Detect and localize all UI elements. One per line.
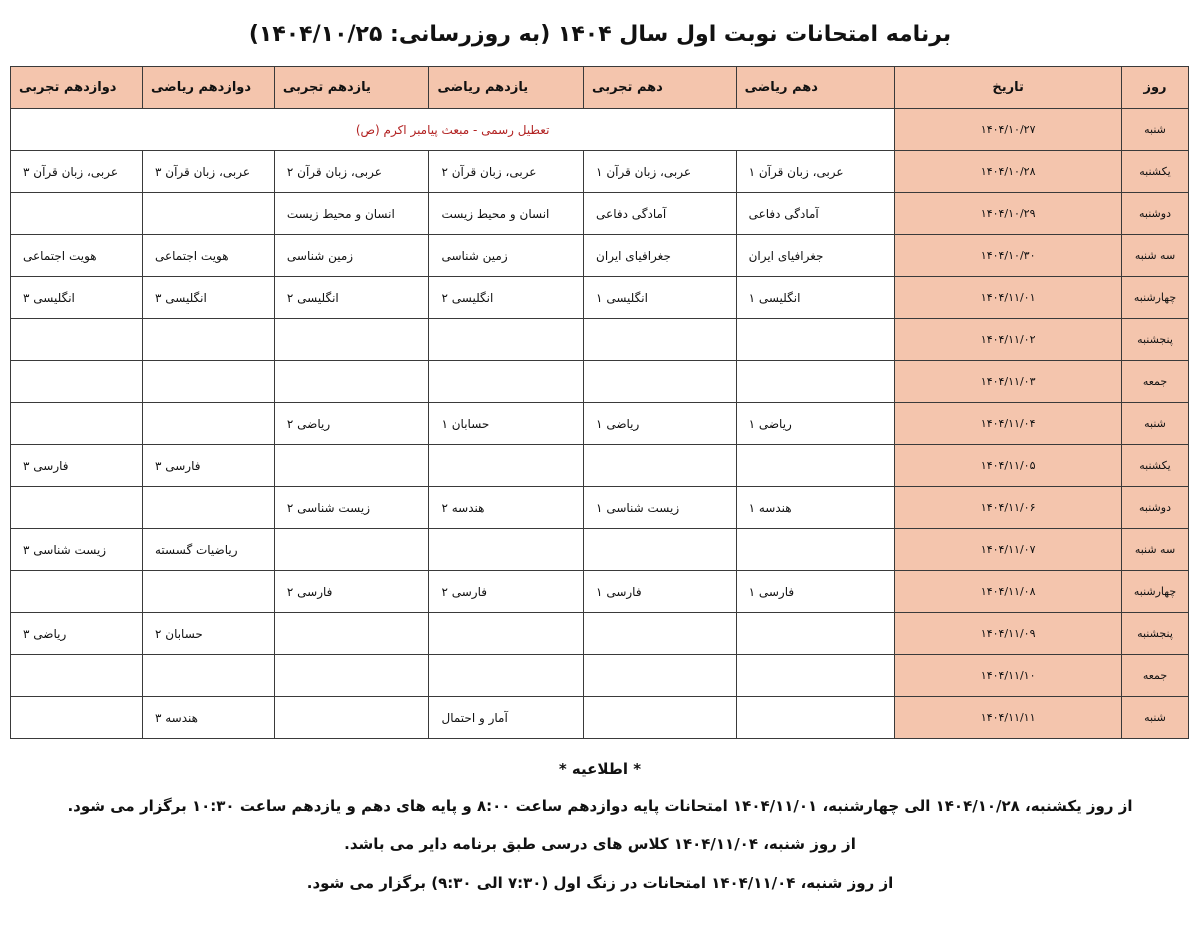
table-row [11,109,1189,151]
table-body [11,109,1189,739]
subject-cell [736,361,895,403]
date-cell: ۱۴۰۴/۱۰/۲۹ [895,193,1122,235]
notice-line-2: از روز شنبه، ۱۴۰۴/۱۱/۰۴ کلاس های درسی طبق برنامه دایر می باشد. [344,835,856,853]
subject-cell: زیست شناسی ۲ [274,487,429,529]
subject-cell [11,655,143,697]
subject-cell: عربی، زبان قرآن ۲ [274,151,429,193]
subject-cell [11,403,143,445]
subject-cell [142,655,274,697]
day-cell: یکشنبه [1122,151,1189,193]
day-cell: سه شنبه [1122,529,1189,571]
subject-cell: انسان و محیط زیست [429,193,584,235]
subject-cell [584,697,737,739]
subject-cell [429,655,584,697]
header-12-science: دوازدهم تجربی [11,67,143,109]
subject-cell [736,445,895,487]
table-row [11,655,1189,697]
page-title: برنامه امتحانات نوبت اول سال ۱۴۰۴ (به روزرسانی: ۱۴۰۴/۱۰/۲۵) [248,22,952,47]
header-11-math: یازدهم ریاضی [429,67,584,109]
table-row [11,697,1189,739]
notice-line-3: از روز شنبه، ۱۴۰۴/۱۱/۰۴ امتحانات در زنگ اول (۷:۳۰ الی ۹:۳۰) برگزار می شود. [306,874,894,892]
table-row [11,319,1189,361]
header-day: روز [1122,67,1189,109]
day-cell: شنبه [1122,403,1189,445]
subject-cell [142,487,274,529]
subject-cell: حسابان ۲ [142,613,274,655]
subject-cell: ریاضیات گسسته [142,529,274,571]
table-row [11,403,1189,445]
subject-cell [11,193,143,235]
day-cell: شنبه [1122,109,1189,151]
subject-cell: جغرافیای ایران [736,235,895,277]
notice-heading: * اطلاعیه * [558,760,642,778]
table-row [11,277,1189,319]
subject-cell [584,445,737,487]
subject-cell: عربی، زبان قرآن ۱ [736,151,895,193]
table-row [11,361,1189,403]
subject-cell: ریاضی ۱ [584,403,737,445]
subject-cell [584,529,737,571]
subject-cell [11,319,143,361]
table-row [11,487,1189,529]
subject-cell [274,697,429,739]
subject-cell [142,571,274,613]
subject-cell: انگلیسی ۳ [11,277,143,319]
subject-cell [584,655,737,697]
subject-cell: فارسی ۱ [736,571,895,613]
subject-cell [429,613,584,655]
subject-cell [11,697,143,739]
subject-cell: هندسه ۱ [736,487,895,529]
subject-cell [142,193,274,235]
subject-cell: هندسه ۲ [429,487,584,529]
subject-cell [736,697,895,739]
subject-cell: آمادگی دفاعی [584,193,737,235]
subject-cell [736,655,895,697]
date-cell: ۱۴۰۴/۱۱/۰۴ [895,403,1122,445]
subject-cell [429,445,584,487]
subject-cell [274,319,429,361]
subject-cell: ریاضی ۲ [274,403,429,445]
header-10-math: دهم ریاضی [736,67,895,109]
subject-cell: جغرافیای ایران [584,235,737,277]
date-cell: ۱۴۰۴/۱۱/۰۲ [895,319,1122,361]
subject-cell [736,319,895,361]
subject-cell [274,655,429,697]
date-cell: ۱۴۰۴/۱۱/۰۷ [895,529,1122,571]
subject-cell [142,361,274,403]
subject-cell: انسان و محیط زیست [274,193,429,235]
subject-cell: زمین شناسی [274,235,429,277]
day-cell: جمعه [1122,361,1189,403]
header-11-science: یازدهم تجربی [274,67,429,109]
subject-cell: انگلیسی ۳ [142,277,274,319]
date-cell: ۱۴۰۴/۱۱/۰۶ [895,487,1122,529]
day-cell: چهارشنبه [1122,277,1189,319]
table-row [11,529,1189,571]
day-cell: پنجشنبه [1122,319,1189,361]
date-cell: ۱۴۰۴/۱۰/۳۰ [895,235,1122,277]
subject-cell [429,361,584,403]
subject-cell: زیست شناسی ۱ [584,487,737,529]
day-cell: دوشنبه [1122,193,1189,235]
subject-cell: فارسی ۲ [274,571,429,613]
header-10-science: دهم تجربی [584,67,737,109]
day-cell: جمعه [1122,655,1189,697]
table-row [11,445,1189,487]
subject-cell: ریاضی ۱ [736,403,895,445]
subject-cell: انگلیسی ۲ [429,277,584,319]
subject-cell: هندسه ۳ [142,697,274,739]
day-cell: پنجشنبه [1122,613,1189,655]
date-cell: ۱۴۰۴/۱۱/۰۱ [895,277,1122,319]
table-row [11,151,1189,193]
date-cell: ۱۴۰۴/۱۰/۲۷ [895,109,1122,151]
subject-cell [274,613,429,655]
subject-cell [429,529,584,571]
day-cell: شنبه [1122,697,1189,739]
exam-schedule-table [10,66,1189,739]
subject-cell: عربی، زبان قرآن ۲ [429,151,584,193]
day-cell: یکشنبه [1122,445,1189,487]
subject-cell: عربی، زبان قرآن ۳ [142,151,274,193]
subject-cell: زمین شناسی [429,235,584,277]
date-cell: ۱۴۰۴/۱۱/۱۱ [895,697,1122,739]
subject-cell: عربی، زبان قرآن ۳ [11,151,143,193]
table-row [11,235,1189,277]
date-cell: ۱۴۰۴/۱۱/۱۰ [895,655,1122,697]
subject-cell: فارسی ۳ [142,445,274,487]
subject-cell [584,361,737,403]
subject-cell [11,361,143,403]
subject-cell: حسابان ۱ [429,403,584,445]
subject-cell [584,613,737,655]
subject-cell: انگلیسی ۱ [736,277,895,319]
subject-cell [736,529,895,571]
notice-line-1: از روز یکشنبه، ۱۴۰۴/۱۰/۲۸ الی چهارشنبه، ۱۴۰۴/۱۱/۰۱ امتحانات پایه دوازدهم ساعت ۸:۰۰ و پایه های دهم و یازدهم ساعت ۱۰:۳۰ برگزار می شود. [67,797,1133,815]
header-date: تاریخ [895,67,1122,109]
date-cell: ۱۴۰۴/۱۱/۰۳ [895,361,1122,403]
date-cell: ۱۴۰۴/۱۱/۰۸ [895,571,1122,613]
subject-cell: آمار و احتمال [429,697,584,739]
date-cell: ۱۴۰۴/۱۱/۰۵ [895,445,1122,487]
subject-cell [274,361,429,403]
subject-cell [274,529,429,571]
holiday-note: تعطیل رسمی - مبعث پیامبر اکرم (ص) [11,109,895,151]
date-cell: ۱۴۰۴/۱۱/۰۹ [895,613,1122,655]
day-cell: چهارشنبه [1122,571,1189,613]
subject-cell: ریاضی ۳ [11,613,143,655]
subject-cell: هویت اجتماعی [11,235,143,277]
subject-cell [11,571,143,613]
subject-cell [584,319,737,361]
table-row [11,193,1189,235]
subject-cell [274,445,429,487]
subject-cell [142,403,274,445]
subject-cell: عربی، زبان قرآن ۱ [584,151,737,193]
subject-cell: انگلیسی ۲ [274,277,429,319]
table-header-row [11,67,1189,109]
subject-cell: آمادگی دفاعی [736,193,895,235]
subject-cell: فارسی ۳ [11,445,143,487]
table-row [11,613,1189,655]
subject-cell [429,319,584,361]
day-cell: دوشنبه [1122,487,1189,529]
subject-cell: فارسی ۱ [584,571,737,613]
day-cell: سه شنبه [1122,235,1189,277]
subject-cell: زیست شناسی ۳ [11,529,143,571]
header-12-math: دوازدهم ریاضی [142,67,274,109]
subject-cell [142,319,274,361]
subject-cell: انگلیسی ۱ [584,277,737,319]
subject-cell [11,487,143,529]
date-cell: ۱۴۰۴/۱۰/۲۸ [895,151,1122,193]
subject-cell [736,613,895,655]
subject-cell: فارسی ۲ [429,571,584,613]
table-row [11,571,1189,613]
subject-cell: هویت اجتماعی [142,235,274,277]
